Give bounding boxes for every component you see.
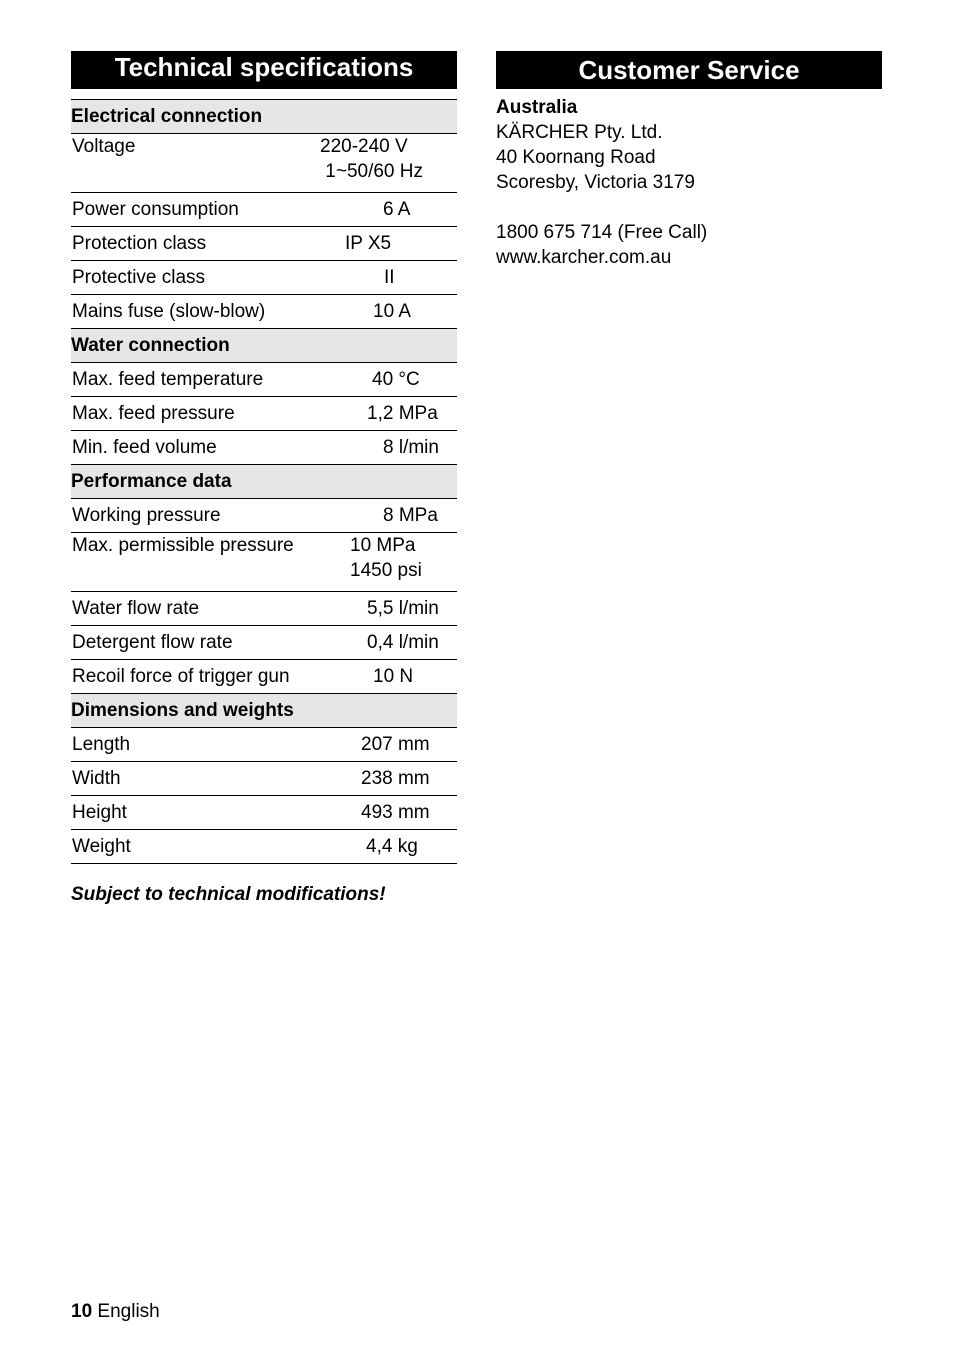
spec-row	[71, 261, 457, 295]
page-number: 10	[71, 1301, 93, 1322]
spec-row	[71, 626, 457, 660]
spec-value: 220-240 V 1~50/60 Hz	[320, 136, 423, 182]
customer-service-heading: Customer Service	[496, 51, 882, 89]
spec-row	[71, 830, 457, 864]
spec-label: Working pressure	[72, 505, 221, 526]
spec-label: Height	[72, 802, 127, 823]
spec-label: Max. permissible pressure	[72, 535, 294, 556]
spec-label: Min. feed volume	[72, 437, 217, 458]
spec-value: 10 A	[373, 301, 412, 322]
spec-value: 238 mm	[361, 768, 430, 789]
spec-value: 207 mm	[361, 734, 430, 755]
spec-value: II	[384, 267, 395, 288]
spec-row	[71, 796, 457, 830]
spec-label: Recoil force of trigger gun	[72, 666, 290, 687]
spec-label: Protection class	[72, 233, 207, 254]
spec-table	[71, 99, 457, 864]
website-url: www.karcher.com.au	[496, 247, 672, 268]
spec-label: Power consumption	[72, 199, 239, 220]
spec-value: 8 l/min	[383, 437, 439, 458]
spec-row	[71, 431, 457, 465]
city-address: Scoresby, Victoria 3179	[496, 172, 695, 193]
phone-number: 1800 675 714 (Free Call)	[496, 222, 708, 243]
spec-row	[71, 397, 457, 431]
street-address: 40 Koornang Road	[496, 147, 656, 168]
spec-row	[71, 227, 457, 261]
spec-value: 5,5 l/min	[367, 598, 439, 619]
spec-label: Water flow rate	[72, 598, 200, 619]
spec-value: 10 N	[373, 666, 414, 687]
spec-label: Max. feed temperature	[72, 369, 264, 390]
spec-value: 10 MPa 1450 psi	[350, 535, 422, 581]
spec-label: Width	[72, 768, 121, 789]
section-heading: Electrical connection	[71, 100, 457, 134]
spec-row	[71, 660, 457, 694]
spec-row	[71, 762, 457, 796]
page-footer	[71, 1301, 160, 1323]
technical-specifications-heading: Technical specifications	[71, 51, 457, 89]
spec-row	[71, 295, 457, 329]
footnote: Subject to technical modifications!	[71, 884, 386, 905]
section-heading-row	[71, 100, 457, 134]
spec-value: 6 A	[383, 199, 411, 220]
spec-row	[71, 533, 457, 592]
spec-row	[71, 134, 457, 193]
spec-label: Detergent flow rate	[72, 632, 233, 653]
spec-label: Weight	[72, 836, 131, 857]
spec-label: Mains fuse (slow-blow)	[72, 301, 266, 322]
spec-row	[71, 499, 457, 533]
section-heading-row	[71, 329, 457, 363]
section-heading: Dimensions and weights	[71, 694, 457, 728]
spec-value: IP X5	[345, 233, 392, 254]
spec-label: Length	[72, 734, 131, 755]
company-name: KÄRCHER Pty. Ltd.	[496, 122, 663, 143]
spec-label: Max. feed pressure	[72, 403, 235, 424]
section-heading: Water connection	[71, 329, 457, 363]
spec-value: 4,4 kg	[366, 836, 418, 857]
spec-value: 1,2 MPa	[367, 403, 438, 424]
spec-row	[71, 592, 457, 626]
spec-value: 40 °C	[372, 369, 420, 390]
spec-label: Protective class	[72, 267, 206, 288]
spec-row	[71, 193, 457, 227]
section-heading-row	[71, 465, 457, 499]
country-name: Australia	[496, 97, 578, 118]
spec-value: 0,4 l/min	[367, 632, 439, 653]
spec-value: 8 MPa	[383, 505, 438, 526]
page-language: English	[97, 1301, 160, 1322]
spec-label: Voltage	[72, 136, 136, 157]
section-heading-row	[71, 694, 457, 728]
spec-row	[71, 363, 457, 397]
spec-row	[71, 728, 457, 762]
section-heading: Performance data	[71, 465, 457, 499]
customer-service-address	[496, 95, 707, 270]
spec-value: 493 mm	[361, 802, 430, 823]
